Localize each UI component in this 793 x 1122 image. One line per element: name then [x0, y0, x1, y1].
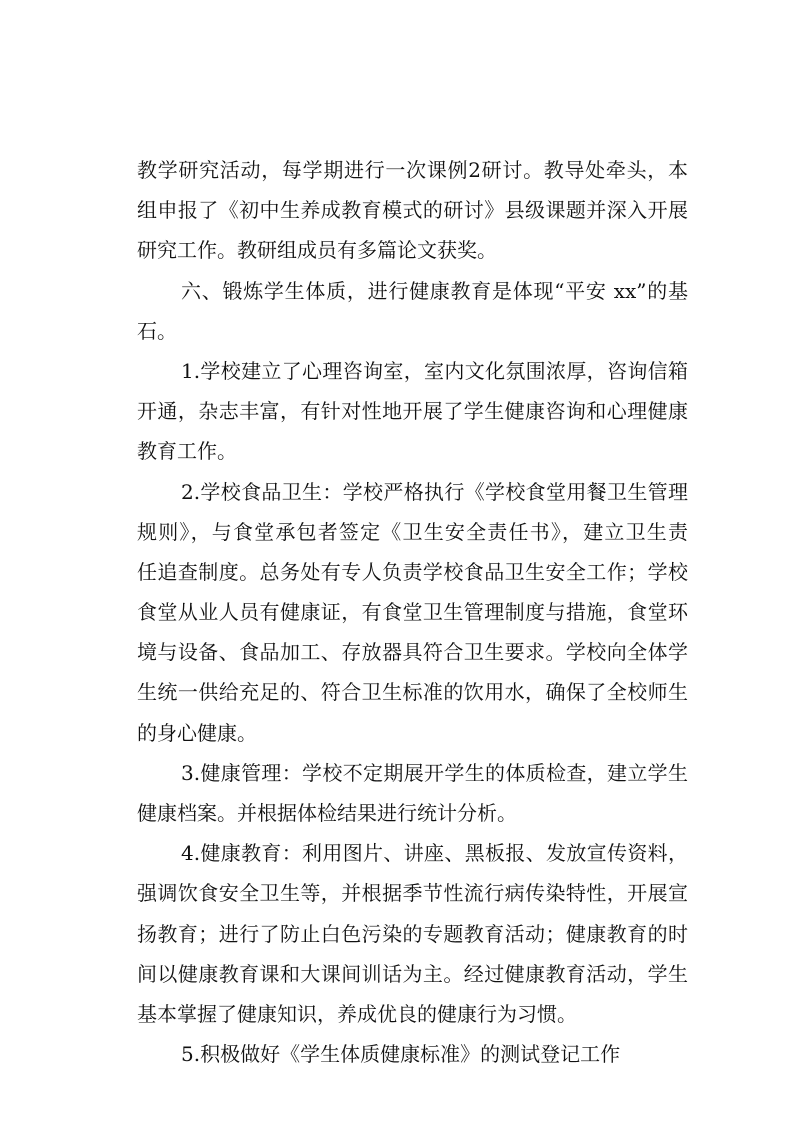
text-line: 间以健康教育课和大课间训话为主。经过健康教育活动，学生	[137, 961, 688, 986]
text-line: 教育工作。	[137, 439, 237, 464]
text-line: 生统一供给充足的、符合卫生标准的饮用水，确保了全校师生	[137, 680, 688, 705]
paragraph	[137, 1034, 688, 1074]
text-line: 基本掌握了健康知识，养成优良的健康行为习惯。	[137, 1001, 577, 1026]
text-line: 食堂从业人员有健康证，有食堂卫生管理制度与措施，食堂环	[137, 600, 688, 625]
text-line: 六、锻炼学生体质，进行健康教育是体现“平安 xx”的基	[181, 278, 688, 303]
text-line: 健康档案。并根据体检结果进行统计分析。	[137, 801, 517, 825]
text-line: 石。	[137, 318, 177, 343]
text-line: 4.健康教育：利用图片、讲座、黑板报、发放宣传资料，	[181, 841, 688, 866]
text-line: 5.积极做好《学生体质健康标准》的测试登记工作	[181, 1042, 621, 1067]
text-line: 境与设备、食品加工、存放器具符合卫生要求。学校向全体学	[137, 640, 688, 665]
paragraph	[137, 351, 688, 472]
paragraph	[137, 753, 688, 833]
text-line: 教学研究活动，每学期进行一次课例2研讨。教导处牵头，本	[137, 158, 688, 182]
paragraph	[137, 150, 688, 271]
document-page	[137, 150, 688, 1074]
text-line: 组申报了《初中生养成教育模式的研讨》县级课题并深入开展	[137, 198, 688, 223]
text-line: 3.健康管理：学校不定期展开学生的体质检查，建立学生	[181, 760, 688, 785]
text-line: 规则》，与食堂承包者签定《卫生安全责任书》，建立卫生责	[137, 519, 688, 544]
paragraph	[137, 833, 688, 1034]
text-line: 扬教育；进行了防止白色污染的专题教育活动；健康教育的时	[137, 921, 688, 946]
text-line: 开通，杂志丰富，有针对性地开展了学生健康咨询和心理健康	[137, 399, 688, 424]
paragraph	[137, 472, 688, 753]
text-line: 强调饮食安全卫生等，并根据季节性流行病传染特性，开展宣	[137, 881, 688, 906]
text-line: 任追查制度。总务处有专人负责学校食品卫生安全工作；学校	[137, 559, 688, 584]
text-line: 1.学校建立了心理咨询室，室内文化氛围浓厚，咨询信箱	[181, 358, 688, 383]
text-line: 2.学校食品卫生：学校严格执行《学校食堂用餐卫生管理	[181, 479, 688, 504]
section-heading	[137, 271, 688, 351]
text-line: 的身心健康。	[137, 720, 257, 745]
text-line: 研究工作。教研组成员有多篇论文获奖。	[137, 238, 497, 263]
